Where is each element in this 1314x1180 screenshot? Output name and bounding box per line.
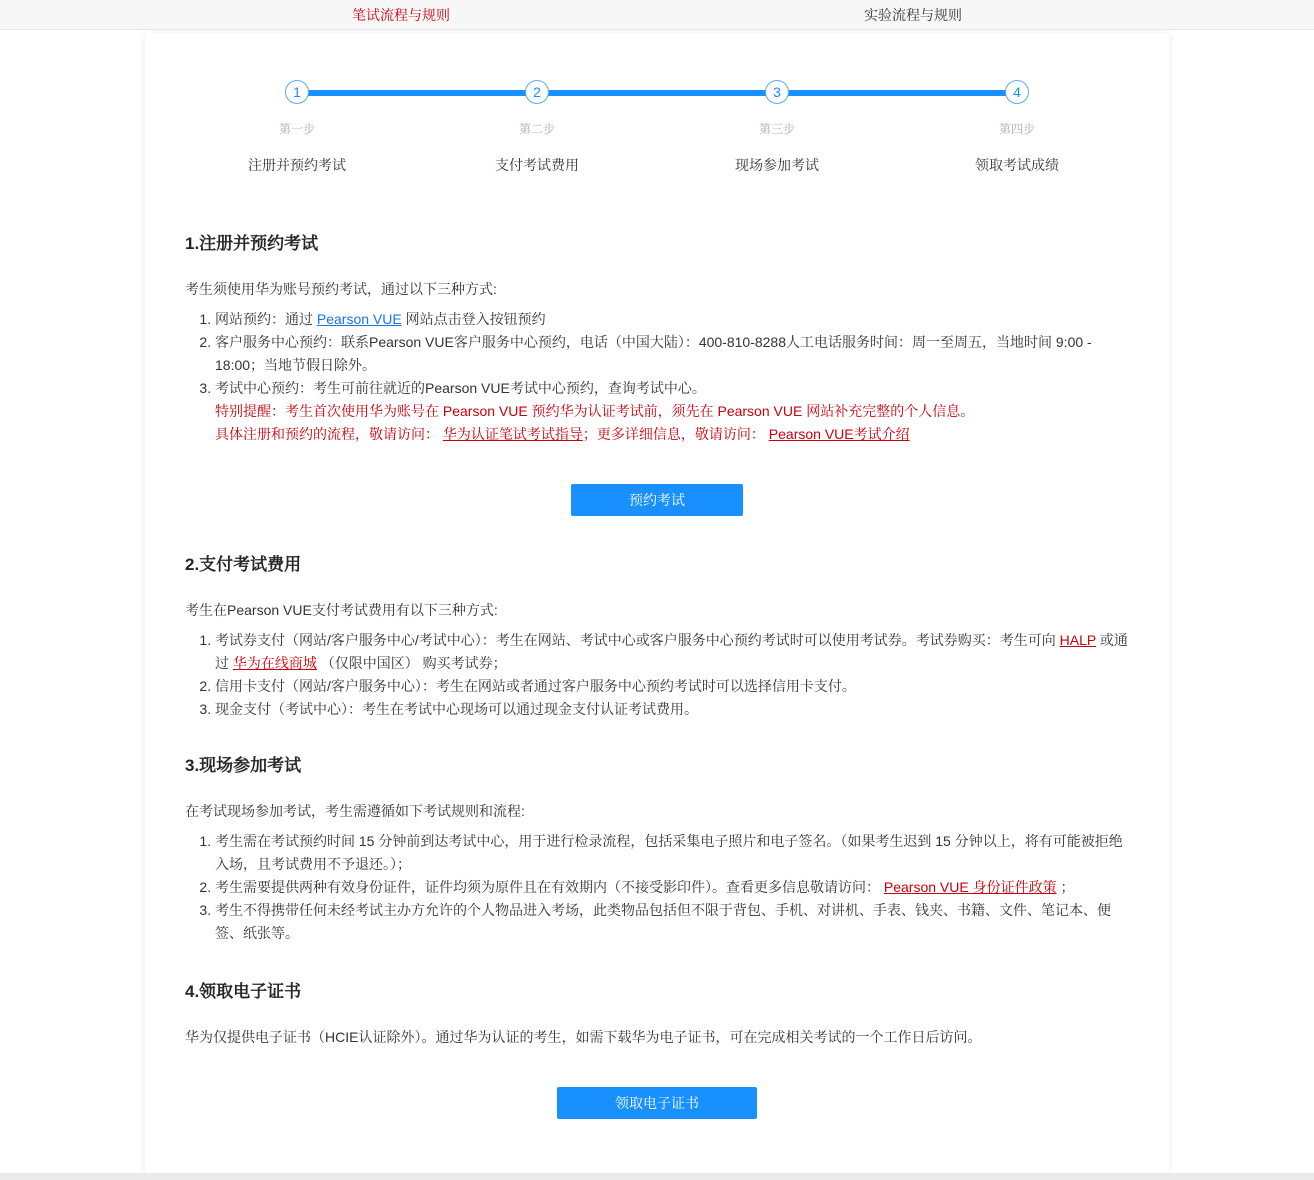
list-item: 2. 信用卡支付（网站/客户服务中心）：考生在网站或者通过客户服务中心预约考试时可以选择信用卡支付。: [215, 675, 1129, 698]
list-item-text: 考生需要提供两种有效身份证件，证件均须为原件且在有效期内（不接受影印件）。查看更多信息敬请访问：: [215, 879, 884, 895]
progress-stepper: [177, 33, 1137, 175]
list-item: [215, 629, 1129, 675]
written-exam-guide-link[interactable]: 华为认证笔试考试指导: [442, 426, 583, 442]
list-item-text: 网站点击登入按钮预约: [401, 311, 546, 327]
list-item: [215, 876, 1129, 899]
pearson-vue-exam-intro-link[interactable]: Pearson VUE考试介绍: [768, 426, 910, 442]
section-4-intro: 华为仅提供电子证书（HCIE认证除外）。通过华为认证的考生，如需下载华为电子证书，可在完成相关考试的一个工作日后访问。: [185, 1029, 982, 1045]
list-item-text: （仅限中国区） 购买考试券；: [316, 655, 507, 671]
tab-written-exam-rules[interactable]: 笔试流程与规则: [352, 6, 450, 23]
section-3-title: 3.现场参加考试: [185, 756, 302, 775]
huawei-online-mall-link[interactable]: 华为在线商城: [232, 655, 317, 671]
book-exam-button-row: [185, 484, 1129, 516]
section-3-intro: 在考试现场参加考试，考生需遵循如下考试规则和流程:: [185, 803, 525, 819]
top-tab-bar: [0, 0, 1314, 30]
list-item: 3. 考生不得携带任何未经考试主办方允许的个人物品进入考场，此类物品包括但不限于背包、手机、对讲机、手表、钱夹、书籍、文件、笔记本、便签、纸张等。: [215, 899, 1129, 945]
content-area: [145, 233, 1169, 1119]
step-name: 注册并预约考试: [248, 157, 346, 173]
halp-link[interactable]: HALP: [1059, 632, 1096, 648]
step-name: 现场参加考试: [735, 157, 819, 173]
step-name: 领取考试成绩: [975, 157, 1059, 173]
step-item-2: [417, 80, 657, 175]
section-2-list: [185, 629, 1129, 721]
stepper-circles-row: [177, 80, 1137, 175]
step-circle-4: [1005, 80, 1029, 104]
list-item: [215, 308, 1129, 331]
book-exam-button[interactable]: 预约考试: [571, 484, 743, 516]
get-certificate-button[interactable]: 领取电子证书: [557, 1087, 757, 1119]
step-item-1: [177, 80, 417, 175]
list-item: 3. 现金支付（考试中心）：考生在考试中心现场可以通过现金支付认证考试费用。: [215, 698, 1129, 721]
tab-lab-exam-rules[interactable]: 实验流程与规则: [864, 6, 962, 23]
step-circle-2: [525, 80, 549, 104]
step-sub-label: 第四步: [998, 122, 1035, 136]
special-reminder-line-2: [215, 423, 1129, 446]
pearson-vue-link[interactable]: Pearson VUE: [316, 311, 402, 327]
special-reminder-line-1: 特别提醒：考生首次使用华为账号在 Pearson VUE 预约华为认证考试前，须先在 Pearson VUE 网站补充完整的个人信息。: [215, 403, 975, 419]
step-item-4: [897, 80, 1137, 175]
step-sub-label: 第一步: [278, 122, 315, 136]
list-item: 2. 客户服务中心预约：联系Pearson VUE客户服务中心预约，电话（中国大陆）：400-810-8288人工电话服务时间：周一至周五，当地时间 9:00 - 18:00；当地节假日除外。: [215, 331, 1129, 377]
list-item: 3. 考试中心预约：考生可前往就近的Pearson VUE考试中心预约，查询考试中心。: [215, 377, 1129, 400]
step-sub-label: 第三步: [758, 122, 795, 136]
list-item-text: 考试券支付（网站/客户服务中心/考试中心）：考生在网站、考试中心或客户服务中心预约考试时可以使用考试券。考试券购买：考生可向: [215, 632, 1060, 648]
reminder-text: ；更多详细信息，敬请访问：: [582, 426, 769, 442]
step-sub-label: 第二步: [518, 122, 555, 136]
step-name: 支付考试费用: [495, 157, 579, 173]
section-1-intro: 考生须使用华为账号预约考试，通过以下三种方式:: [185, 281, 497, 297]
main-card: [145, 33, 1169, 1173]
step-item-3: [657, 80, 897, 175]
list-item-text: ；: [1056, 879, 1075, 895]
step-circle-3: [765, 80, 789, 104]
section-2-intro: 考生在Pearson VUE支付考试费用有以下三种方式:: [185, 602, 498, 618]
bottom-gray-strip: [0, 1173, 1314, 1180]
section-2-title: 2.支付考试费用: [185, 555, 302, 574]
step-number: 1: [293, 84, 301, 100]
top-tab-bar-inner: [145, 0, 1169, 29]
get-certificate-button-row: [185, 1087, 1129, 1119]
step-circle-1: [285, 80, 309, 104]
list-item-text: 或通过: [215, 632, 1128, 671]
step-number: 3: [773, 84, 781, 100]
section-1-title: 1.注册并预约考试: [185, 234, 319, 253]
section-1-list: [185, 308, 1129, 400]
section-3-list: [185, 830, 1129, 945]
list-item: 1. 考生需在考试预约时间 15 分钟前到达考试中心，用于进行检录流程，包括采集电子照片和电子签名。（如果考生迟到 15 分钟以上，将有可能被拒绝入场，且考试费用不予退还。）；: [215, 830, 1129, 876]
list-item-text: 网站预约：通过: [215, 311, 317, 327]
step-number: 4: [1013, 84, 1021, 100]
step-number: 2: [533, 84, 541, 100]
section-4-title: 4.领取电子证书: [185, 982, 302, 1001]
id-document-policy-link[interactable]: Pearson VUE 身份证件政策: [883, 879, 1057, 895]
reminder-text: 具体注册和预约的流程，敬请访问：: [215, 426, 443, 442]
